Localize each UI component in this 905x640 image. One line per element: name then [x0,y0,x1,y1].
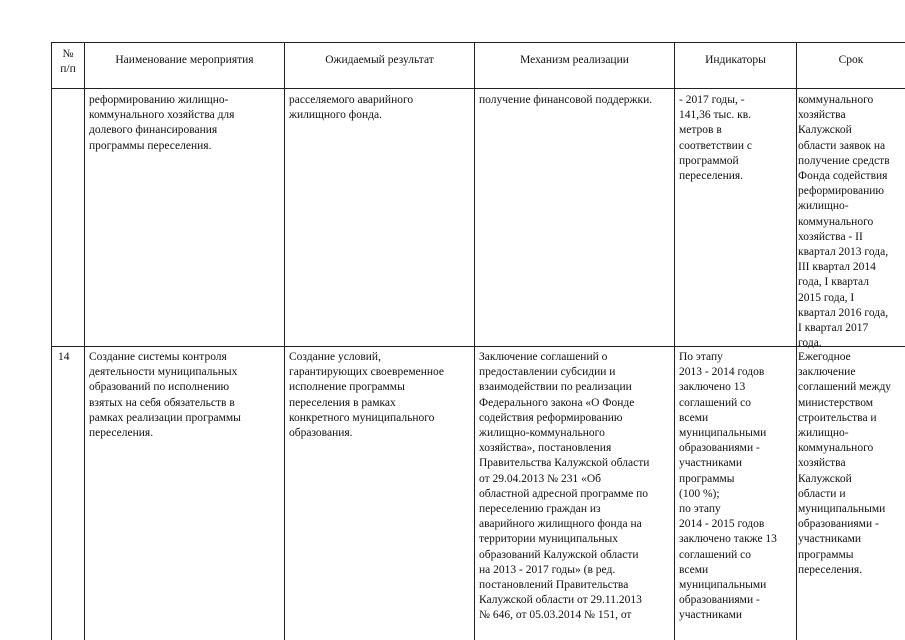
header-bottom-border [51,88,905,89]
col-border-3 [474,42,475,640]
header-term: Срок [838,54,864,66]
row-indicators: По этапу 2013 - 2014 годов заключено 13 соглашений со всеми муниципальными образованиями - участниками программы (100 %); по этапу 2014 - 2015 годов заключено также 13 соглашений со всеми муниципальными образованиями - участниками [679,351,777,622]
table-top-border [51,42,905,43]
row-indicators: - 2017 годы, - 141,36 тыс. кв. метров в соответствии с программой переселения. [679,94,752,183]
col-border-2 [284,42,285,640]
row-term: коммунального хозяйства Калужской области заявок на получение средств Фонда содействия реформированию жилищно- коммунального хозяйства - II квартал 2013 года, III квартал 2014 года, I квартал 2015 года, I квартал 2016 года, I квартал 2017 года. [798,94,890,350]
header-name: Наименование мероприятия [115,54,254,66]
row-result: Создание условий, гарантирующих своевременное исполнение программы переселения в рамках конкретного муниципального образования. [289,351,445,440]
row-divider [51,346,905,347]
header-indicators: Индикаторы [705,54,766,66]
row-name: реформированию жилищно- коммунального хозяйства для долевого финансирования программы переселения. [89,94,235,152]
row-result: расселяемого аварийного жилищного фонда. [289,94,414,122]
row-num: 14 [58,351,70,363]
row-mechanism: получение финансовой поддержки. [479,94,653,106]
row-name: Создание системы контроля деятельности муниципальных образований по исполнению взятых на себя обязательств в рамках реализации программы переселения. [89,351,241,440]
row-term: Ежегодное заключение соглашений между министерством строительства и жилищно- коммунального хозяйства Калужской области и муниципальными образованиями - участниками программы переселения. [798,351,892,576]
col-border-0 [51,42,52,640]
header-num: № п/п [60,48,76,75]
col-border-5 [796,42,797,640]
col-border-1 [84,42,85,640]
header-mechanism: Механизм реализации [520,54,629,66]
header-result: Ожидаемый результат [325,54,434,66]
col-border-4 [674,42,675,640]
row-mechanism: Заключение соглашений о предоставлении субсидии и взаимодействии по реализации Федерального закона «О Фонде содействия реформированию жилищно-коммунального хозяйства», постановления Правительства Калужской области от 29.04.2013 № 231 «Об областной адресной программе по переселению граждан из аварийного жилищного фонда на территории муниципальных образований Калужской области на 2013 - 2017 годы» (в ред. постановлений Правительства Калужской области от 29.11.2013 № 646, от 05.03.2014 № 151, от [479,351,650,622]
